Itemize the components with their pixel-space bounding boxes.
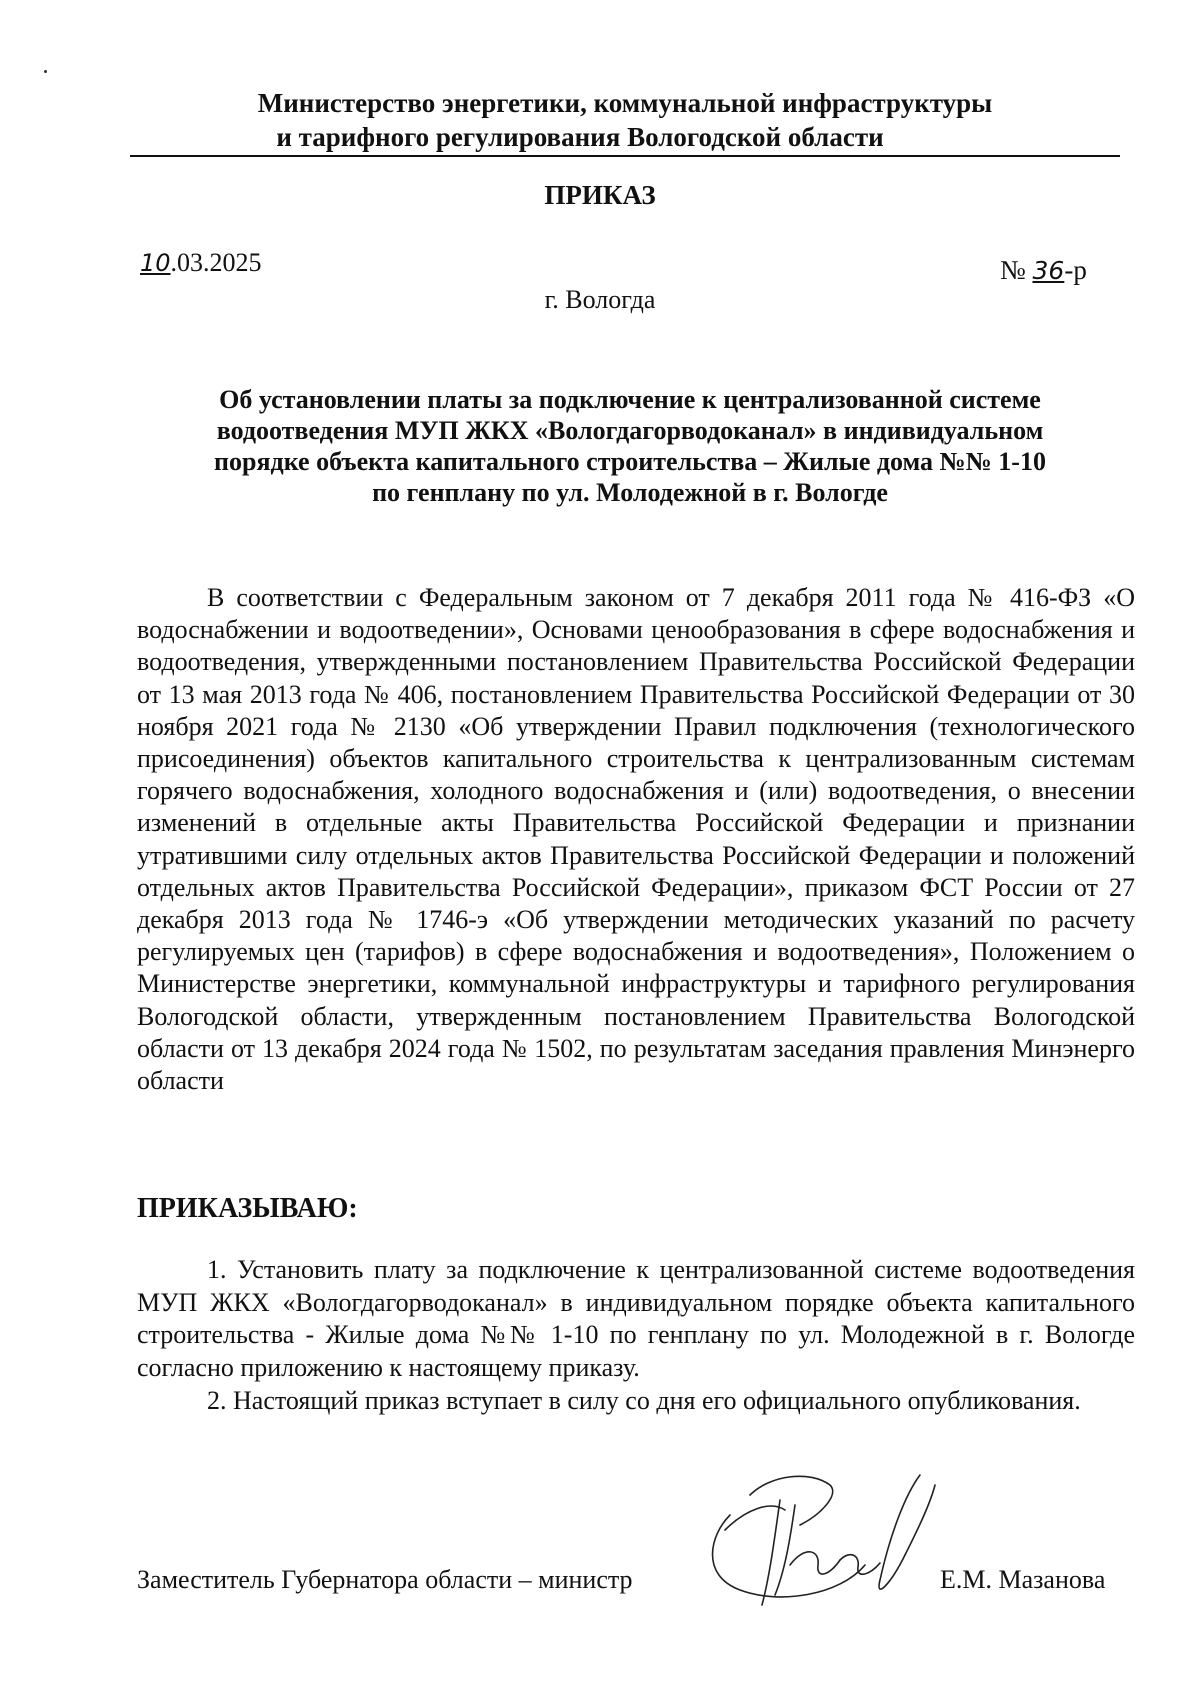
ministry-line-1: Министерство энергетики, коммунальной инфраструктуры: [257, 88, 993, 118]
subject-line-2: водоотведения МУП ЖКХ «Вологдагорводоканал» в индивидуальном: [216, 416, 1044, 445]
ministry-line-2-underlined: [130, 120, 1120, 157]
subject-line-1: Об установлении платы за подключение к централизованной системе: [219, 385, 1041, 414]
ministry-header: [130, 86, 1120, 157]
order-item-2: 2. Настоящий приказ вступает в силу со дня его официального опубликования.: [207, 1386, 1081, 1415]
date-month-year: .03.2025: [170, 248, 262, 277]
signer-title: Заместитель Губернатора области – министр: [137, 1565, 633, 1594]
document-title: ПРИКАЗ: [544, 180, 656, 210]
subject-line-3: порядке объекта капитального строительства – Жилые дома №№ 1-10: [214, 447, 1046, 476]
document-date: [140, 248, 262, 278]
ministry-line-2: и тарифного регулирования Вологодской области: [276, 122, 884, 152]
decree-word: ПРИКАЗЫВАЮ:: [137, 1193, 358, 1224]
handwritten-signature-icon: [690, 1455, 950, 1615]
scan-speck: [44, 70, 47, 73]
date-day-handwritten: 10: [140, 249, 171, 277]
number-prefix: №: [1000, 255, 1026, 285]
number-suffix: -р: [1064, 255, 1087, 285]
document-city: г. Вологда: [544, 285, 656, 314]
subject-line-4: по генплану по ул. Молодежной в г. Вологде: [372, 478, 888, 507]
preamble-paragraph: В соответствии с Федеральным законом от 7 декабря 2011 года № 416-ФЗ «О водоснабжении и водоотведении», Основами ценообразования в сфере водоснабжения и водоотведения, утвержденными постановлением Правительства Российской Федерации от 13 мая 2013 года № 406, постановлением Правительства Российской Федерации от 30 ноября 2021 года № 2130 «Об утверждении Правил подключения (технологического присоединения) объектов капитального строительства к централизованным системам горячего водоснабжения, холодного водоснабжения и (или) водоотведения, о внесении изменений в отдельные акты Правительства Российской Федерации и признании утратившими силу отдельных актов Правительства Российской Федерации и положений отдельных актов Правительства Российской Федерации», приказом ФСТ России от 27 декабря 2013 года № 1746-э «Об утверждении методических указаний по расчету регулируемых цен (тарифов) в сфере водоснабжения и водоотведения», Положением о Министерстве энергетики, коммунальной инфраструктуры и тарифного регулирования Вологодской области, утвержденным постановлением Правительства Вологодской области от 13 декабря 2024 года № 1502, по результатам заседания правления Минэнерго области: [137, 583, 1135, 1096]
document-number: [1000, 255, 1087, 286]
order-item-1: 1. Установить плату за подключение к централизованной системе водоотведения МУП ЖКХ «Вологдагорводоканал» в индивидуальном порядке объекта капитального строительства - Жилые дома №№ 1-10 по генплану по ул. Молодежной в г. Вологде согласно приложению к настоящему приказу.: [137, 1255, 1135, 1382]
document-subject: [175, 384, 1085, 508]
number-handwritten: 36: [1032, 256, 1065, 285]
signer-name: Е.М. Мазанова: [940, 1565, 1106, 1594]
